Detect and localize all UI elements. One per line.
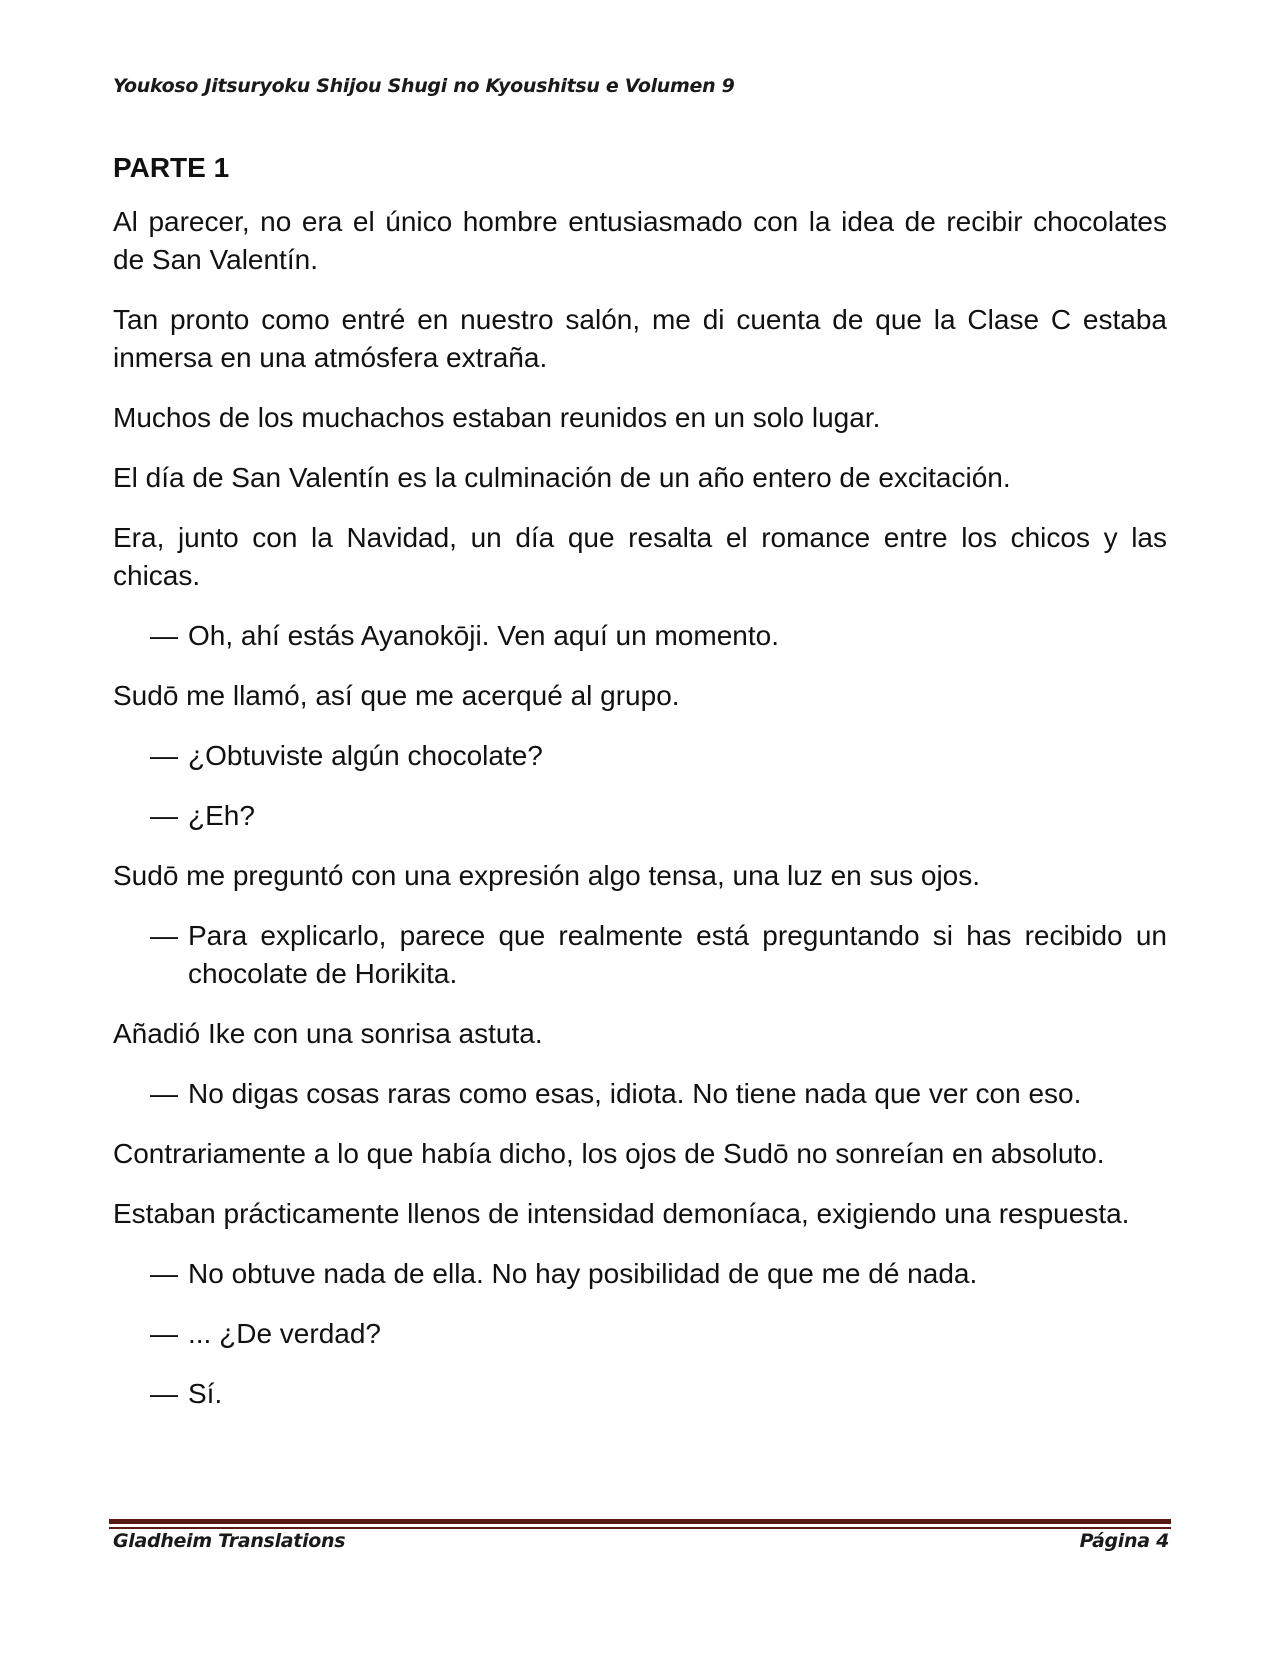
dialogue-line: — Para explicarlo, parece que realmente está preguntando si has recibido un chocolate de Horikita. [113, 917, 1167, 993]
paragraph: Añadió Ike con una sonrisa astuta. [113, 1018, 543, 1049]
dialogue-dash: — [150, 740, 178, 771]
dialogue-line: — ... ¿De verdad? [113, 1315, 1167, 1353]
dialogue-dash: — [150, 1258, 178, 1289]
section-heading: PARTE 1 [113, 152, 230, 183]
paragraph: Al parecer, no era el único hombre entusiasmado con la idea de recibir chocolates de San Valentín. [113, 206, 1167, 275]
dialogue-line: — ¿Obtuviste algún chocolate? [113, 737, 1167, 775]
paragraph: Tan pronto como entré en nuestro salón, me di cuenta de que la Clase C estaba inmersa en una atmósfera extraña. [113, 304, 1167, 373]
dialogue-dash: — [150, 1078, 178, 1109]
dialogue-line: — Sí. [113, 1375, 1167, 1413]
dialogue-dash: — [150, 800, 178, 831]
dialogue-line: — No obtuve nada de ella. No hay posibilidad de que me dé nada. [113, 1255, 1167, 1293]
dialogue-line: — Oh, ahí estás Ayanokōji. Ven aquí un momento. [113, 617, 1167, 655]
footer-rule-thin [109, 1527, 1171, 1529]
page-number: Página 4 [1079, 1530, 1169, 1552]
paragraph: El día de San Valentín es la culminación de un año entero de excitación. [113, 462, 1011, 493]
paragraph: Sudō me llamó, así que me acerqué al grupo. [113, 680, 680, 711]
dialogue-dash: — [150, 1378, 178, 1409]
paragraph: Era, junto con la Navidad, un día que resalta el romance entre los chicos y las chicas. [113, 522, 1167, 591]
paragraph: Contrariamente a lo que había dicho, los ojos de Sudō no sonreían en absoluto. [113, 1138, 1105, 1169]
dialogue-dash: — [150, 1318, 178, 1349]
dialogue-line: — ¿Eh? [113, 797, 1167, 835]
dialogue-dash: — [150, 920, 178, 951]
page-body [113, 148, 1167, 1435]
dialogue-dash: — [150, 620, 178, 651]
running-header: Youkoso Jitsuryoku Shijou Shugi no Kyoushitsu e Volumen 9 [113, 75, 735, 97]
paragraph: Muchos de los muchachos estaban reunidos en un solo lugar. [113, 402, 881, 433]
paragraph: Estaban prácticamente llenos de intensidad demoníaca, exigiendo una respuesta. [113, 1198, 1130, 1229]
footer-credit: Gladheim Translations [113, 1530, 346, 1552]
paragraph: Sudō me preguntó con una expresión algo tensa, una luz en sus ojos. [113, 860, 981, 891]
footer-rule [109, 1519, 1171, 1524]
dialogue-line: — No digas cosas raras como esas, idiota. No tiene nada que ver con eso. [113, 1075, 1167, 1113]
